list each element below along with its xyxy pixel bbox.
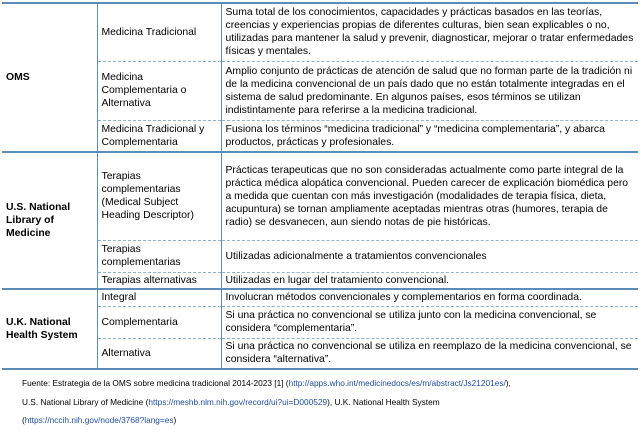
term-cell: Medicina Complementaria o Alternativa	[97, 61, 221, 120]
source-text: ),	[505, 378, 511, 388]
term-cell: Medicina Tradicional y Complementaria	[97, 120, 221, 152]
table-row	[2, 3, 638, 61]
term-cell: Alternativa	[97, 338, 221, 369]
table-row	[2, 272, 638, 289]
term-cell: Integral	[97, 289, 221, 306]
description-cell: Prácticas terapeuticas que no son consideradas actualmente como parte integral de la práctica médica alopática convencional. Pueden carecer de explicación biomédica pero a medida que cuentan con más investigación (modalidades de terapia física, dieta, acupuntura) se tornan ampliamente aceptadas mientras otras (humores, terapia de radio) se desvanecen, aun siendo notas de pie históricas.	[221, 152, 638, 240]
table-row	[2, 289, 638, 306]
definitions-table	[2, 2, 638, 370]
table-row	[2, 338, 638, 369]
who-link[interactable]: http://apps.who.int/medicinedocs/es/m/abstract/Js21201es/	[288, 378, 506, 388]
source-line-2	[22, 393, 622, 412]
term-cell: Complementaria	[97, 306, 221, 338]
description-cell: Si una práctica no convencional se utiliza junto con la medicina convencional, se considera “complementaria”.	[221, 306, 638, 338]
source-line-3	[22, 411, 622, 430]
table-row	[2, 306, 638, 338]
table-row	[2, 240, 638, 272]
nlm-link[interactable]: https://meshb.nlm.nih.gov/record/ui?ui=D000529	[148, 396, 328, 407]
source-text: (	[22, 415, 25, 425]
description-cell: Utilizadas en lugar del tratamiento convencional.	[221, 272, 638, 289]
org-nlm: U.S. National Library of Medicine	[2, 152, 97, 289]
source-text: Fuente: Estrategia de la OMS sobre medicina tradicional 2014-2023 [1] (	[22, 378, 289, 388]
term-cell: Terapias alternativas	[97, 272, 221, 289]
description-cell: Fusiona los términos “medicina tradicional” y “medicina complementaria”, y abarca productos, prácticas y profesionales.	[221, 120, 638, 152]
source-text: U.S. National Library of Medicine (	[22, 396, 149, 407]
nhs-link[interactable]: https://nccih.nih.gov/node/3768?lang=es	[24, 415, 174, 425]
table-row	[2, 120, 638, 152]
table-row	[2, 61, 638, 120]
description-cell: Suma total de los conocimientos, capacidades y prácticas basados en las teorías, creencias y experiencias propias de diferentes culturas, bien sean explicables o no, utilizadas para mantener la salud y prevenir, diagnosticar, mejorar o tratar enfermedades físicas y mentales.	[221, 3, 638, 61]
source-line-1	[22, 374, 622, 393]
term-cell: Terapias complementarias (Medical Subject Heading Descriptor)	[97, 152, 221, 240]
table-row	[2, 152, 638, 240]
description-cell: Utilizadas adicionalmente a tratamientos convencionales	[221, 240, 638, 272]
description-cell: Si una práctica no convencional se utiliza en reemplazo de la medicina convencional, se considera “alternativa”.	[221, 338, 638, 369]
source-note	[22, 374, 622, 430]
term-cell: Terapias complementarias	[97, 240, 221, 272]
source-text: )	[173, 415, 177, 425]
description-cell: Amplio conjunto de prácticas de atención de salud que no forman parte de la tradición ni de la medicina convencional de un país dado que no están totalmente integradas en el sistema de salud predominante. En algunos países, esos términos se utilizan indistintamente para referirse a la medicina tradicional.	[221, 61, 638, 120]
org-oms: OMS	[2, 3, 97, 152]
org-nhs: U.K. National Health System	[2, 289, 97, 369]
source-text: ), U.K. National Health System	[327, 396, 440, 407]
description-cell: Involucran métodos convencionales y complementarios en forma coordinada.	[221, 289, 638, 306]
term-cell: Medicina Tradicional	[97, 3, 221, 61]
